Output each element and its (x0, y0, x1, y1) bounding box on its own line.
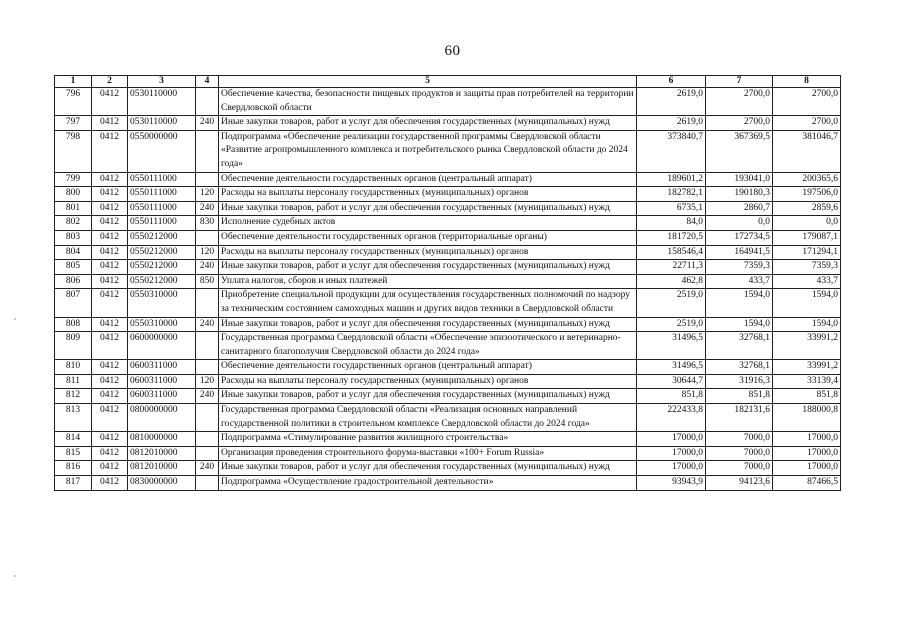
section-code-cell: 0412 (92, 274, 128, 289)
target-article-cell: 0810000000 (128, 432, 196, 447)
amount-col7-cell: 190180,3 (706, 187, 773, 202)
section-code-cell: 0412 (92, 116, 128, 131)
target-article-cell: 0550212000 (128, 245, 196, 260)
amount-col6-cell: 22711,3 (637, 260, 706, 275)
target-article-cell: 0550111000 (128, 201, 196, 216)
row-number-cell: 804 (55, 245, 92, 260)
amount-col6-cell: 182782,1 (637, 187, 706, 202)
amount-col6-cell: 851,8 (637, 389, 706, 404)
amount-col6-cell: 17000,0 (637, 432, 706, 447)
section-code-cell: 0412 (92, 332, 128, 360)
section-code-cell: 0412 (92, 317, 128, 332)
scan-speck (14, 575, 16, 577)
section-code-cell: 0412 (92, 404, 128, 432)
section-code-cell: 0412 (92, 187, 128, 202)
amount-col6-cell: 373840,7 (637, 130, 706, 172)
item-name-cell: Приобретение специальной продукции для осуществления государственных полномочий по надзору за техническим состоянием самоходных машин и других видов техники в Свердловской области (219, 289, 637, 317)
target-article-cell: 0550310000 (128, 317, 196, 332)
row-number-cell: 811 (55, 374, 92, 389)
header-cell: 1 (55, 76, 92, 88)
table-row (55, 274, 841, 289)
table-row (55, 461, 841, 476)
table-row (55, 332, 841, 360)
expense-type-cell: 240 (196, 116, 219, 131)
section-code-cell: 0412 (92, 88, 128, 116)
amount-col6-cell: 462,8 (637, 274, 706, 289)
expense-type-cell (196, 172, 219, 187)
amount-col7-cell: 433,7 (706, 274, 773, 289)
item-name-cell: Подпрограмма «Стимулирование развития жилищного строительства» (219, 432, 637, 447)
item-name-cell: Государственная программа Свердловской области «Реализация основных направлений государственной политики в строительном комплексе Свердловской области до 2024 года» (219, 404, 637, 432)
row-number-cell: 796 (55, 88, 92, 116)
table-row (55, 317, 841, 332)
section-code-cell: 0412 (92, 289, 128, 317)
amount-col7-cell: 164941,5 (706, 245, 773, 260)
table-row (55, 260, 841, 275)
table-header-row (55, 76, 841, 88)
expense-type-cell (196, 404, 219, 432)
table-row (55, 201, 841, 216)
header-cell: 6 (637, 76, 706, 88)
page-number: 60 (444, 43, 461, 59)
table-row (55, 360, 841, 375)
header-cell: 8 (773, 76, 841, 88)
target-article-cell: 0812010000 (128, 446, 196, 461)
row-number-cell: 806 (55, 274, 92, 289)
amount-col6-cell: 17000,0 (637, 446, 706, 461)
table-row (55, 187, 841, 202)
table-row (55, 432, 841, 447)
target-article-cell: 0600311000 (128, 360, 196, 375)
amount-col7-cell: 7000,0 (706, 432, 773, 447)
row-number-cell: 817 (55, 476, 92, 491)
item-name-cell: Уплата налогов, сборов и иных платежей (219, 274, 637, 289)
amount-col8-cell: 0,0 (773, 216, 841, 231)
amount-col8-cell: 33991,2 (773, 360, 841, 375)
expense-type-cell (196, 476, 219, 491)
amount-col8-cell: 17000,0 (773, 446, 841, 461)
item-name-cell: Расходы на выплаты персоналу государственных (муниципальных) органов (219, 374, 637, 389)
amount-col6-cell: 93943,9 (637, 476, 706, 491)
amount-col7-cell: 7359,3 (706, 260, 773, 275)
amount-col6-cell: 2519,0 (637, 289, 706, 317)
expense-type-cell (196, 446, 219, 461)
target-article-cell: 0550212000 (128, 274, 196, 289)
item-name-cell: Подпрограмма «Обеспечение реализации государственной программы Свердловской области «Развитие агропромышленного комплекса и потребительского рынка Свердловской области до 2024 года» (219, 130, 637, 172)
row-number-cell: 798 (55, 130, 92, 172)
expense-type-cell: 120 (196, 245, 219, 260)
row-number-cell: 800 (55, 187, 92, 202)
amount-col8-cell: 33991,2 (773, 332, 841, 360)
item-name-cell: Обеспечение деятельности государственных органов (центральный аппарат) (219, 360, 637, 375)
target-article-cell: 0550000000 (128, 130, 196, 172)
expense-type-cell: 240 (196, 260, 219, 275)
amount-col8-cell: 433,7 (773, 274, 841, 289)
table-row (55, 374, 841, 389)
amount-col7-cell: 0,0 (706, 216, 773, 231)
amount-col7-cell: 367369,5 (706, 130, 773, 172)
section-code-cell: 0412 (92, 216, 128, 231)
section-code-cell: 0412 (92, 389, 128, 404)
amount-col7-cell: 2700,0 (706, 88, 773, 116)
item-name-cell: Иные закупки товаров, работ и услуг для обеспечения государственных (муниципальных) нужд (219, 461, 637, 476)
item-name-cell: Государственная программа Свердловской области «Обеспечение эпизоотического и ветеринарно-санитарного благополучия Свердловской области до 2024 года» (219, 332, 637, 360)
amount-col6-cell: 2619,0 (637, 88, 706, 116)
amount-col8-cell: 179087,1 (773, 230, 841, 245)
amount-col6-cell: 17000,0 (637, 461, 706, 476)
target-article-cell: 0830000000 (128, 476, 196, 491)
header-cell: 5 (219, 76, 637, 88)
amount-col7-cell: 32768,1 (706, 332, 773, 360)
row-number-cell: 805 (55, 260, 92, 275)
target-article-cell: 0600311000 (128, 374, 196, 389)
target-article-cell: 0550310000 (128, 289, 196, 317)
section-code-cell: 0412 (92, 201, 128, 216)
target-article-cell: 0550212000 (128, 230, 196, 245)
expense-type-cell: 850 (196, 274, 219, 289)
amount-col6-cell: 84,0 (637, 216, 706, 231)
amount-col7-cell: 182131,6 (706, 404, 773, 432)
row-number-cell: 797 (55, 116, 92, 131)
amount-col6-cell: 2619,0 (637, 116, 706, 131)
expense-type-cell: 830 (196, 216, 219, 231)
amount-col8-cell: 171294,1 (773, 245, 841, 260)
section-code-cell: 0412 (92, 230, 128, 245)
table-row (55, 289, 841, 317)
amount-col7-cell: 172734,5 (706, 230, 773, 245)
section-code-cell: 0412 (92, 245, 128, 260)
amount-col8-cell: 1594,0 (773, 317, 841, 332)
amount-col8-cell: 1594,0 (773, 289, 841, 317)
amount-col8-cell: 2859,6 (773, 201, 841, 216)
item-name-cell: Исполнение судебных актов (219, 216, 637, 231)
amount-col6-cell: 2519,0 (637, 317, 706, 332)
row-number-cell: 807 (55, 289, 92, 317)
item-name-cell: Подпрограмма «Осуществление градостроительной деятельности» (219, 476, 637, 491)
expense-type-cell (196, 230, 219, 245)
amount-col7-cell: 7000,0 (706, 461, 773, 476)
table-row (55, 88, 841, 116)
item-name-cell: Организация проведения строительного форума-выставки «100+ Forum Russia» (219, 446, 637, 461)
expense-type-cell (196, 130, 219, 172)
item-name-cell: Иные закупки товаров, работ и услуг для обеспечения государственных (муниципальных) нужд (219, 116, 637, 131)
scan-speck (14, 318, 16, 320)
header-cell: 3 (128, 76, 196, 88)
table-row (55, 245, 841, 260)
amount-col8-cell: 381046,7 (773, 130, 841, 172)
row-number-cell: 808 (55, 317, 92, 332)
target-article-cell: 0550212000 (128, 260, 196, 275)
amount-col8-cell: 17000,0 (773, 461, 841, 476)
amount-col8-cell: 197506,0 (773, 187, 841, 202)
section-code-cell: 0412 (92, 374, 128, 389)
amount-col7-cell: 1594,0 (706, 289, 773, 317)
row-number-cell: 814 (55, 432, 92, 447)
amount-col7-cell: 193041,0 (706, 172, 773, 187)
amount-col8-cell: 2700,0 (773, 116, 841, 131)
table-row (55, 116, 841, 131)
table-row (55, 389, 841, 404)
amount-col7-cell: 94123,6 (706, 476, 773, 491)
target-article-cell: 0550111000 (128, 172, 196, 187)
row-number-cell: 816 (55, 461, 92, 476)
amount-col8-cell: 87466,5 (773, 476, 841, 491)
item-name-cell: Обеспечение деятельности государственных органов (территориальные органы) (219, 230, 637, 245)
expense-type-cell: 240 (196, 461, 219, 476)
item-name-cell: Обеспечение деятельности государственных органов (центральный аппарат) (219, 172, 637, 187)
amount-col6-cell: 222433,8 (637, 404, 706, 432)
section-code-cell: 0412 (92, 260, 128, 275)
section-code-cell: 0412 (92, 446, 128, 461)
amount-col7-cell: 7000,0 (706, 446, 773, 461)
amount-col6-cell: 31496,5 (637, 360, 706, 375)
item-name-cell: Расходы на выплаты персоналу государственных (муниципальных) органов (219, 187, 637, 202)
amount-col7-cell: 851,8 (706, 389, 773, 404)
target-article-cell: 0600000000 (128, 332, 196, 360)
item-name-cell: Иные закупки товаров, работ и услуг для обеспечения государственных (муниципальных) нужд (219, 201, 637, 216)
item-name-cell: Иные закупки товаров, работ и услуг для обеспечения государственных (муниципальных) нужд (219, 317, 637, 332)
table-body (55, 88, 841, 491)
amount-col6-cell: 6735,1 (637, 201, 706, 216)
row-number-cell: 810 (55, 360, 92, 375)
target-article-cell: 0530110000 (128, 88, 196, 116)
expense-type-cell (196, 360, 219, 375)
amount-col8-cell: 7359,3 (773, 260, 841, 275)
row-number-cell: 809 (55, 332, 92, 360)
section-code-cell: 0412 (92, 130, 128, 172)
row-number-cell: 812 (55, 389, 92, 404)
row-number-cell: 803 (55, 230, 92, 245)
budget-table (54, 75, 841, 491)
amount-col7-cell: 31916,3 (706, 374, 773, 389)
amount-col7-cell: 2860,7 (706, 201, 773, 216)
amount-col8-cell: 17000,0 (773, 432, 841, 447)
expense-type-cell (196, 289, 219, 317)
section-code-cell: 0412 (92, 360, 128, 375)
amount-col7-cell: 1594,0 (706, 317, 773, 332)
table-row (55, 446, 841, 461)
row-number-cell: 815 (55, 446, 92, 461)
row-number-cell: 799 (55, 172, 92, 187)
amount-col8-cell: 851,8 (773, 389, 841, 404)
amount-col6-cell: 30644,7 (637, 374, 706, 389)
amount-col6-cell: 158546,4 (637, 245, 706, 260)
amount-col8-cell: 33139,4 (773, 374, 841, 389)
section-code-cell: 0412 (92, 432, 128, 447)
amount-col8-cell: 200365,6 (773, 172, 841, 187)
expense-type-cell (196, 332, 219, 360)
expense-type-cell: 240 (196, 389, 219, 404)
header-cell: 2 (92, 76, 128, 88)
section-code-cell: 0412 (92, 172, 128, 187)
table-row (55, 404, 841, 432)
item-name-cell: Иные закупки товаров, работ и услуг для обеспечения государственных (муниципальных) нужд (219, 260, 637, 275)
item-name-cell: Расходы на выплаты персоналу государственных (муниципальных) органов (219, 245, 637, 260)
amount-col8-cell: 188000,8 (773, 404, 841, 432)
item-name-cell: Иные закупки товаров, работ и услуг для обеспечения государственных (муниципальных) нужд (219, 389, 637, 404)
target-article-cell: 0550111000 (128, 187, 196, 202)
table-row (55, 172, 841, 187)
table-row (55, 476, 841, 491)
item-name-cell: Обеспечение качества, безопасности пищевых продуктов и защиты прав потребителей на территории Свердловской области (219, 88, 637, 116)
table-row (55, 216, 841, 231)
target-article-cell: 0800000000 (128, 404, 196, 432)
expense-type-cell (196, 88, 219, 116)
row-number-cell: 802 (55, 216, 92, 231)
amount-col7-cell: 2700,0 (706, 116, 773, 131)
amount-col8-cell: 2700,0 (773, 88, 841, 116)
section-code-cell: 0412 (92, 476, 128, 491)
target-article-cell: 0600311000 (128, 389, 196, 404)
target-article-cell: 0812010000 (128, 461, 196, 476)
amount-col6-cell: 31496,5 (637, 332, 706, 360)
expense-type-cell: 240 (196, 201, 219, 216)
amount-col6-cell: 181720,5 (637, 230, 706, 245)
row-number-cell: 801 (55, 201, 92, 216)
expense-type-cell: 120 (196, 187, 219, 202)
row-number-cell: 813 (55, 404, 92, 432)
header-cell: 4 (196, 76, 219, 88)
amount-col6-cell: 189601,2 (637, 172, 706, 187)
table-row (55, 130, 841, 172)
amount-col7-cell: 32768,1 (706, 360, 773, 375)
section-code-cell: 0412 (92, 461, 128, 476)
expense-type-cell: 120 (196, 374, 219, 389)
target-article-cell: 0550111000 (128, 216, 196, 231)
target-article-cell: 0530110000 (128, 116, 196, 131)
expense-type-cell (196, 432, 219, 447)
expense-type-cell: 240 (196, 317, 219, 332)
header-cell: 7 (706, 76, 773, 88)
table-row (55, 230, 841, 245)
